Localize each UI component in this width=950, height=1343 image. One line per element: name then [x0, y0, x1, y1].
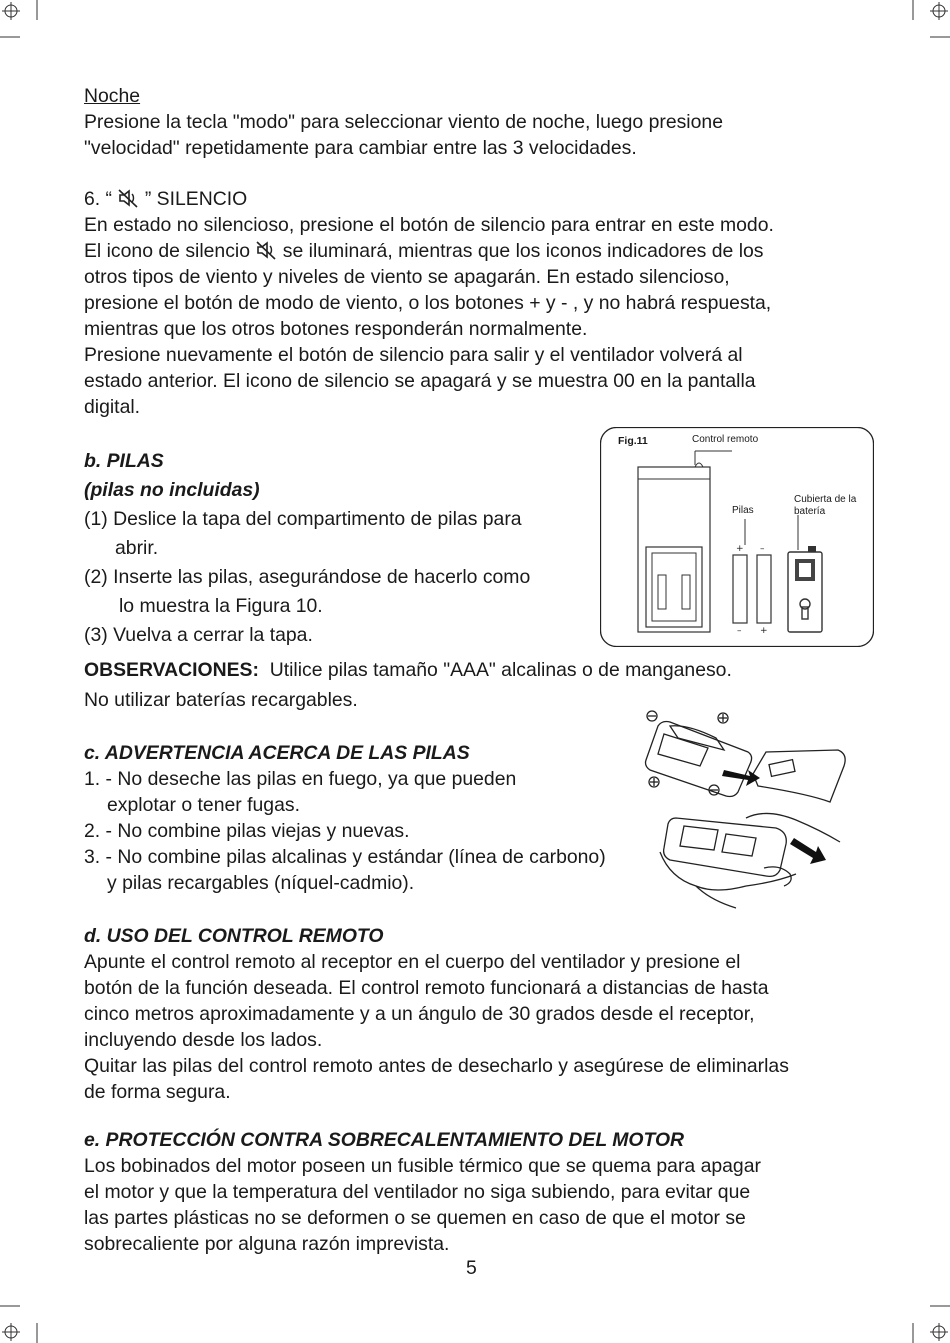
pilas-step-2: (2) Inserte las pilas, asegurándose de hacerlo como — [84, 566, 531, 588]
noche-heading: Noche — [84, 85, 141, 107]
uso-line-6: de forma segura. — [84, 1081, 231, 1103]
fig-label: Fig.11 — [618, 435, 648, 447]
observaciones-text: Utilice pilas tamaño "AAA" alcalinas o de manganeso. — [269, 659, 732, 681]
pilas-step-3: (3) Vuelva a cerrar la tapa. — [84, 624, 313, 646]
svg-text:+: + — [760, 626, 768, 636]
uso-line-5: Quitar las pilas del control remoto antes de desecharlo y asegúrese de eliminarlas — [84, 1055, 789, 1077]
silencio-heading-suffix: ” SILENCIO — [144, 188, 248, 210]
pilas-step-1: (1) Deslice la tapa del compartimento de pilas para — [84, 508, 522, 530]
silencio-heading — [84, 186, 247, 212]
silencio-line-4: presione el botón de modo de viento, o los botones + y - , y no habrá respuesta, — [84, 292, 772, 314]
advertencia-line-5: y pilas recargables (níquel-cadmio). — [107, 872, 415, 894]
mute-icon — [117, 188, 139, 208]
advertencia-line-1: 1. - No deseche las pilas en fuego, ya que pueden — [84, 768, 517, 790]
silencio-line-1: En estado no silencioso, presione el botón de silencio para entrar en este modo. — [84, 214, 774, 236]
svg-text:+: + — [736, 544, 744, 554]
pilas-subheading: (pilas no incluidas) — [84, 479, 260, 501]
mute-icon-inline — [255, 240, 277, 260]
proteccion-line-2: el motor y que la temperatura del ventilador no siga subiendo, para evitar que — [84, 1181, 751, 1203]
pilas-label: Pilas — [732, 505, 754, 516]
uso-heading: d. USO DEL CONTROL REMOTO — [84, 925, 384, 947]
battery-figure-drawing — [600, 427, 874, 647]
proteccion-line-3: las partes plásticas no se deformen o se quemen en caso de que el motor se — [84, 1207, 746, 1229]
silencio-line-2a: El icono de silencio — [84, 240, 250, 262]
uso-line-1: Apunte el control remoto al receptor en el cuerpo del ventilador y presione el — [84, 951, 741, 973]
noche-line-1: Presione la tecla "modo" para seleccionar viento de noche, luego presione — [84, 111, 723, 133]
silencio-line-5: mientras que los otros botones responderán normalmente. — [84, 318, 588, 340]
cubierta-label-1: Cubierta de la — [794, 494, 857, 505]
proteccion-line-1: Los bobinados del motor poseen un fusible térmico que se quema para apagar — [84, 1155, 761, 1177]
cubierta-label — [794, 494, 856, 518]
silencio-line-2 — [84, 238, 764, 264]
battery-figure — [600, 427, 874, 647]
observaciones-line-2: No utilizar baterías recargables. — [84, 689, 358, 711]
uso-line-2: botón de la función deseada. El control remoto funcionará a distancias de hasta — [84, 977, 769, 999]
silencio-line-7: estado anterior. El icono de silencio se apagará y se muestra 00 en la pantalla — [84, 370, 756, 392]
advertencia-heading: c. ADVERTENCIA ACERCA DE LAS PILAS — [84, 742, 470, 764]
uso-line-4: incluyendo desde los lados. — [84, 1029, 323, 1051]
pilas-heading: b. PILAS — [84, 450, 164, 472]
page-number: 5 — [466, 1257, 477, 1279]
observaciones-line — [84, 657, 732, 683]
proteccion-line-4: sobrecaliente por alguna razón imprevista. — [84, 1233, 450, 1255]
svg-text:–: – — [760, 544, 765, 554]
uso-line-3: cinco metros aproximadamente y a un ángulo de 30 grados desde el receptor, — [84, 1003, 755, 1025]
silencio-heading-prefix: 6. “ — [84, 188, 113, 210]
silencio-line-8: digital. — [84, 396, 141, 418]
control-remoto-label: Control remoto — [692, 434, 759, 445]
battery-insert-illustration — [638, 704, 853, 808]
advertencia-line-3: 2. - No combine pilas viejas y nuevas. — [84, 820, 410, 842]
observaciones-label: OBSERVACIONES: — [84, 659, 259, 681]
silencio-line-2b: se iluminará, mientras que los iconos indicadores de los — [282, 240, 764, 262]
noche-line-2: "velocidad" repetidamente para cambiar entre las 3 velocidades. — [84, 137, 637, 159]
advertencia-line-2: explotar o tener fugas. — [107, 794, 300, 816]
advertencia-line-4: 3. - No combine pilas alcalinas y estándar (línea de carbono) — [84, 846, 606, 868]
svg-text:–: – — [737, 626, 742, 636]
silencio-line-6: Presione nuevamente el botón de silencio para salir y el ventilador volverá al — [84, 344, 743, 366]
proteccion-heading: e. PROTECCIÓN CONTRA SOBRECALENTAMIENTO DEL MOTOR — [84, 1129, 685, 1151]
pilas-step-1b: abrir. — [115, 537, 159, 559]
remote-in-hand-illustration — [656, 808, 846, 912]
silencio-line-3: otros tipos de viento y niveles de viento se apagarán. En estado silencioso, — [84, 266, 730, 288]
cubierta-label-2: batería — [794, 506, 826, 517]
pilas-step-2b: lo muestra la Figura 10. — [119, 595, 323, 617]
